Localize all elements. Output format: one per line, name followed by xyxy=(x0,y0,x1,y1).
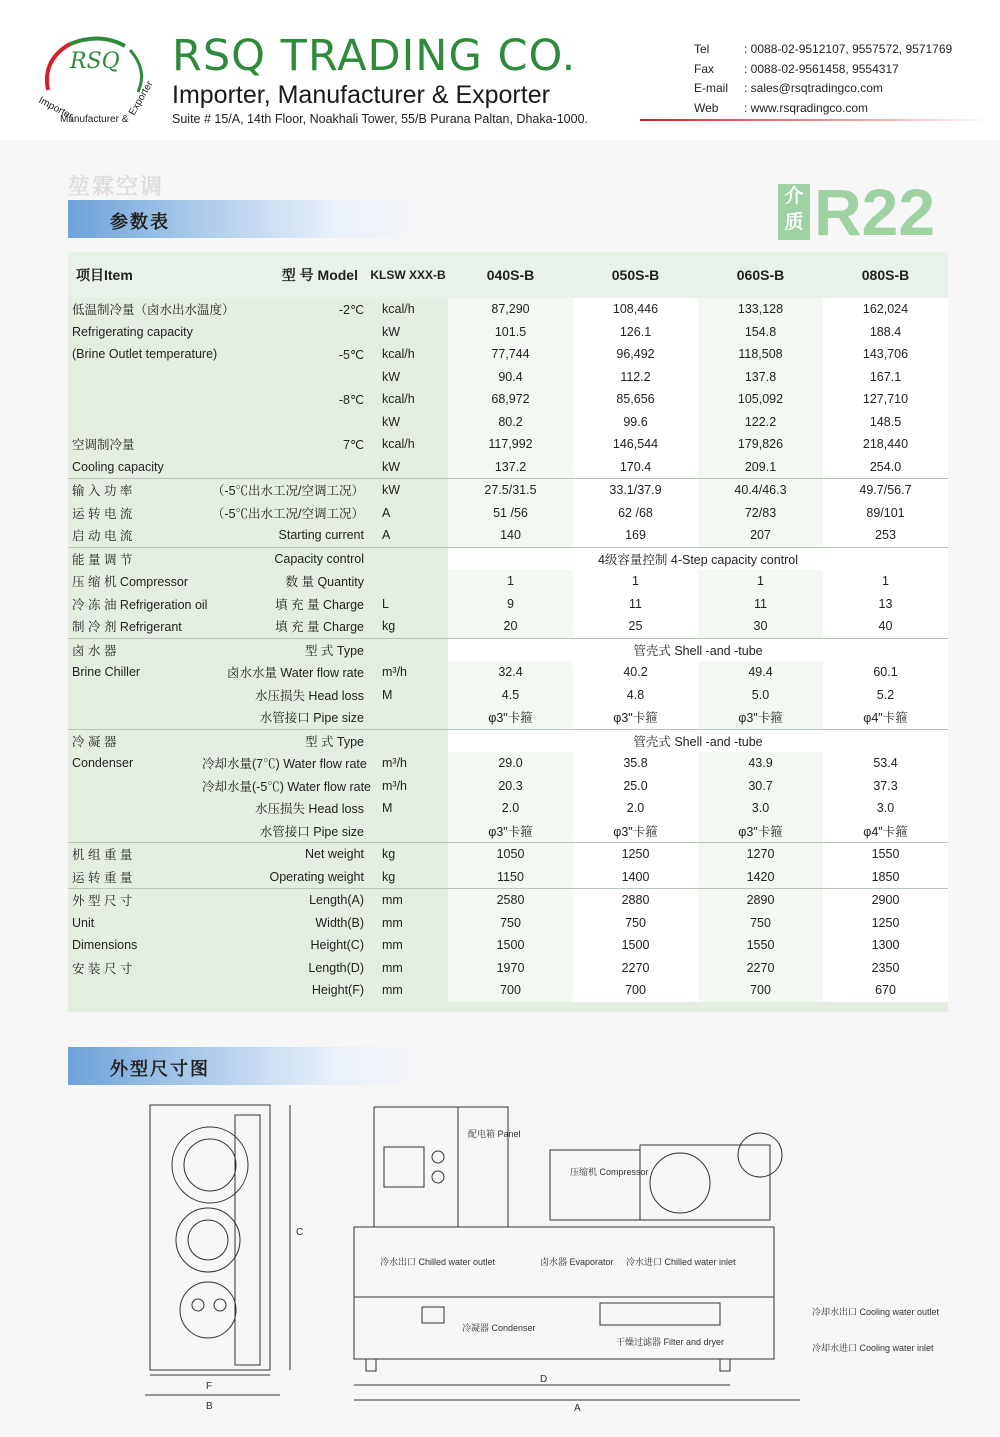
row-unit: kcal/h xyxy=(382,347,415,362)
cell-value: 254.0 xyxy=(823,456,948,479)
row-label: 能 量 调 节 xyxy=(68,547,198,570)
spec-row xyxy=(68,479,948,502)
cell-value: 29.0 xyxy=(448,752,573,775)
company-name: RSQ TRADING CO. xyxy=(172,31,577,81)
row-unit: mm xyxy=(382,915,403,930)
cell-value: 37.3 xyxy=(823,775,948,798)
compressor-label: 压缩机 Compressor xyxy=(570,1167,649,1177)
cell-value: 1420 xyxy=(698,866,823,889)
row-unit: kcal/h xyxy=(382,437,415,452)
cell-value: φ4"卡箍 xyxy=(823,706,948,729)
dim-f-label: F xyxy=(206,1381,213,1392)
row-sublabel: 型 式 Type xyxy=(198,729,368,752)
cell-value: 11 xyxy=(573,593,698,616)
cell-value: 1500 xyxy=(448,934,573,957)
row-sublabel: Net weight xyxy=(198,843,368,866)
cooling-inlet-label: 冷却水进口 Cooling water inlet xyxy=(812,1343,934,1353)
cell-value: 9 xyxy=(448,593,573,616)
dims-section-title: 外型尺寸图 xyxy=(110,1059,210,1079)
cell-value: 43.9 xyxy=(698,752,823,775)
cell-value: 148.5 xyxy=(823,411,948,434)
cell-value: 35.8 xyxy=(573,752,698,775)
spec-row xyxy=(68,456,948,479)
row-sublabel: 型 式 Type xyxy=(198,638,368,661)
cell-value: φ4"卡箍 xyxy=(823,820,948,843)
cell-value: 1270 xyxy=(698,843,823,866)
cell-value: 2890 xyxy=(698,889,823,912)
row-unit: kW xyxy=(382,459,401,474)
cell-value: 3.0 xyxy=(698,797,823,820)
row-sublabel: （-5℃出水工况/空调工况） xyxy=(198,479,368,502)
cell-value: 27.5/31.5 xyxy=(448,479,573,502)
row-unit: mm xyxy=(382,983,403,998)
panel-label: 配电箱 Panel xyxy=(468,1129,521,1139)
cell-value: 218,440 xyxy=(823,433,948,456)
spec-row xyxy=(68,661,948,684)
company-address: Suite # 15/A, 14th Floor, Noakhali Tower, 55/B Purana Paltan, Dhaka-1000. xyxy=(172,112,589,126)
row-span-value: 管壳式 Shell -and -tube xyxy=(448,638,948,661)
chilled-outlet-label: 冷水出口 Chilled water outlet xyxy=(380,1257,496,1267)
dim-b-label: B xyxy=(206,1401,213,1412)
row-span-value: 4级容量控制 4-Step capacity control xyxy=(448,547,948,570)
dim-c-label: C xyxy=(296,1227,304,1238)
spec-row xyxy=(68,820,948,843)
cell-value: 143,706 xyxy=(823,343,948,366)
row-unit xyxy=(368,820,448,843)
cell-value: 1 xyxy=(448,570,573,593)
row-label: Refrigerating capacity xyxy=(72,324,193,339)
row-sublabel: -8℃ xyxy=(338,392,364,407)
row-sublabel: -2℃ xyxy=(338,302,364,317)
cell-value: 101.5 xyxy=(448,321,573,344)
spec-header-row xyxy=(68,252,948,298)
cell-value: 1550 xyxy=(823,843,948,866)
cell-value: 2580 xyxy=(448,889,573,912)
row-unit: m³/h xyxy=(382,778,407,793)
cell-value: 140 xyxy=(448,524,573,547)
cell-value: 90.4 xyxy=(448,366,573,389)
spec-row xyxy=(68,843,948,866)
row-sublabel: 水压损失 Head loss xyxy=(254,688,364,703)
spec-row xyxy=(68,797,948,820)
contact-email[interactable]: E-mail : sales@rsqtradingco.com xyxy=(694,81,883,95)
header-divider xyxy=(640,119,990,121)
row-unit: mm xyxy=(382,938,403,953)
dim-a-label: A xyxy=(574,1403,581,1414)
cell-value: 1 xyxy=(823,570,948,593)
spec-row xyxy=(68,593,948,616)
cell-value: 2270 xyxy=(698,957,823,980)
spec-row xyxy=(68,684,948,707)
row-label xyxy=(68,706,198,729)
cell-value: 188.4 xyxy=(823,321,948,344)
cell-value: 40.4/46.3 xyxy=(698,479,823,502)
spec-row xyxy=(68,866,948,889)
spec-row xyxy=(68,729,948,752)
row-sublabel: 填 充 量 Charge xyxy=(275,620,364,635)
cell-value: 2880 xyxy=(573,889,698,912)
cell-value: 89/101 xyxy=(823,502,948,525)
cell-value: 1400 xyxy=(573,866,698,889)
row-sublabel: Height(C) xyxy=(310,938,364,953)
cell-value: 5.0 xyxy=(698,684,823,707)
cell-value: 179,826 xyxy=(698,433,823,456)
spec-row xyxy=(68,957,948,980)
row-label: 空调制冷量 xyxy=(72,438,135,453)
spec-row xyxy=(68,934,948,957)
cell-value: 20 xyxy=(448,615,573,638)
front-view xyxy=(354,1107,940,1414)
row-sublabel: Starting current xyxy=(278,528,364,543)
row-sublabel: 水管接口 Pipe size xyxy=(259,824,364,839)
cell-value: 77,744 xyxy=(448,343,573,366)
spec-body xyxy=(68,298,948,1002)
cell-value: 117,992 xyxy=(448,433,573,456)
header-series: KLSW XXX-B xyxy=(368,252,448,298)
row-label: Brine Chiller xyxy=(72,665,141,680)
row-sublabel xyxy=(198,456,368,479)
spec-section-bar xyxy=(68,200,428,238)
row-sublabel: Length(D) xyxy=(308,960,364,975)
badge-r22: R22 xyxy=(814,175,936,249)
row-sublabel: 冷却水量(-5℃) Water flow rate xyxy=(202,779,372,794)
cell-value: 32.4 xyxy=(448,661,573,684)
spec-row xyxy=(68,752,948,775)
row-label: 冷 凝 器 xyxy=(68,729,198,752)
row-label: 输 入 功 率 xyxy=(68,479,198,502)
spec-row xyxy=(68,638,948,661)
row-unit xyxy=(368,570,448,593)
cell-value: φ3"卡箍 xyxy=(573,706,698,729)
row-label xyxy=(68,797,198,820)
spec-row xyxy=(68,615,948,638)
cell-value: 25 xyxy=(573,615,698,638)
svg-text:Exporter: Exporter xyxy=(127,79,156,118)
cell-value: 253 xyxy=(823,524,948,547)
row-unit: kcal/h xyxy=(382,392,415,407)
cell-value: 25.0 xyxy=(573,775,698,798)
cell-value: 62 /68 xyxy=(573,502,698,525)
cell-value: φ3"卡箍 xyxy=(573,820,698,843)
cell-value: 167.1 xyxy=(823,366,948,389)
header-model-050: 050S-B xyxy=(573,252,698,298)
row-sublabel xyxy=(198,411,368,434)
cell-value: 750 xyxy=(448,912,573,935)
spec-table xyxy=(68,252,948,1002)
row-sublabel: Capacity control xyxy=(198,547,368,570)
evaporator-label: 卤水器 Evaporator xyxy=(540,1257,614,1267)
row-label xyxy=(68,979,198,1002)
brand-block xyxy=(172,33,588,126)
row-sublabel: 数 量 Quantity xyxy=(285,575,364,590)
cell-value: 750 xyxy=(573,912,698,935)
cell-value: 5.2 xyxy=(823,684,948,707)
cell-value: 68,972 xyxy=(448,388,573,411)
cell-value: 133,128 xyxy=(698,298,823,321)
cell-value: 209.1 xyxy=(698,456,823,479)
spec-row xyxy=(68,321,948,344)
cell-value: 126.1 xyxy=(573,321,698,344)
cell-value: 750 xyxy=(698,912,823,935)
row-sublabel: 填 充 量 Charge xyxy=(275,597,364,612)
cell-value: 105,092 xyxy=(698,388,823,411)
spec-row xyxy=(68,524,948,547)
cell-value: 1250 xyxy=(823,912,948,935)
cell-value: 80.2 xyxy=(448,411,573,434)
spec-row xyxy=(68,411,948,434)
row-unit: A xyxy=(382,528,391,543)
row-label: Dimensions xyxy=(72,938,138,953)
contact-fax: Fax : 0088-02-9561458, 9554317 xyxy=(694,61,899,76)
cell-value: 40.2 xyxy=(573,661,698,684)
cell-value: φ3"卡箍 xyxy=(448,706,573,729)
spec-section-title: 参数表 xyxy=(110,212,170,232)
row-label: Condenser xyxy=(72,756,134,771)
spec-row xyxy=(68,912,948,935)
dims-section-bar xyxy=(68,1047,428,1085)
cell-value: 11 xyxy=(698,593,823,616)
cell-value: 99.6 xyxy=(573,411,698,434)
row-sublabel: -5℃ xyxy=(338,347,364,362)
row-label: 运 转 电 流 xyxy=(72,506,133,521)
cell-value: 85,656 xyxy=(573,388,698,411)
row-unit: L xyxy=(382,596,389,611)
cell-value: 20.3 xyxy=(448,775,573,798)
row-unit xyxy=(368,729,448,752)
refrigerant-badge xyxy=(778,175,948,249)
row-label xyxy=(68,411,198,434)
row-unit: M xyxy=(382,687,393,702)
row-label xyxy=(68,684,198,707)
cell-value: 700 xyxy=(573,979,698,1002)
row-label: 外 型 尺 寸 xyxy=(68,889,198,912)
filter-label: 干燥过滤器 Filter and dryer xyxy=(616,1337,725,1347)
spec-row xyxy=(68,298,948,321)
row-unit: kcal/h xyxy=(382,302,415,317)
cell-value: 2350 xyxy=(823,957,948,980)
spec-row xyxy=(68,502,948,525)
row-label: (Brine Outlet temperature) xyxy=(72,347,218,362)
row-unit xyxy=(368,638,448,661)
cell-value: 40 xyxy=(823,615,948,638)
row-unit: mm xyxy=(382,960,403,975)
row-sublabel: 水压损失 Head loss xyxy=(254,802,364,817)
cell-value: 2900 xyxy=(823,889,948,912)
header-item: 项目Item xyxy=(68,252,198,298)
cell-value: 700 xyxy=(698,979,823,1002)
row-unit: kW xyxy=(382,369,401,384)
row-label xyxy=(68,366,198,389)
cell-value: 96,492 xyxy=(573,343,698,366)
row-sublabel xyxy=(198,366,368,389)
cell-value: 137.2 xyxy=(448,456,573,479)
cell-value: 87,290 xyxy=(448,298,573,321)
row-unit: kW xyxy=(368,479,448,502)
row-sublabel: （-5℃出水工况/空调工况） xyxy=(211,506,364,521)
company-logo xyxy=(30,30,160,130)
cell-value: 1550 xyxy=(698,934,823,957)
chilled-inlet-label: 冷水进口 Chilled water inlet xyxy=(626,1257,736,1267)
row-unit: kg xyxy=(382,619,396,634)
unit-dimension-diagram xyxy=(140,1095,940,1425)
cell-value: 137.8 xyxy=(698,366,823,389)
badge-chinese: 介 质 xyxy=(778,184,810,240)
dim-d-label: D xyxy=(540,1374,548,1385)
company-tagline: Importer, Manufacturer & Exporter xyxy=(172,81,550,109)
faint-brand-title: 堃霖空调 xyxy=(68,174,165,199)
contact-tel: Tel : 0088-02-9512107, 9557572, 9571769 xyxy=(694,42,953,56)
cell-value: 53.4 xyxy=(823,752,948,775)
cell-value: 2270 xyxy=(573,957,698,980)
cell-value: 169 xyxy=(573,524,698,547)
svg-text:Importer,: Importer, xyxy=(36,94,77,124)
row-unit xyxy=(368,706,448,729)
contact-list xyxy=(694,40,952,118)
cell-value: 30.7 xyxy=(698,775,823,798)
cell-value: 146,544 xyxy=(573,433,698,456)
cell-value: 2.0 xyxy=(573,797,698,820)
row-sublabel: 7℃ xyxy=(343,437,364,452)
cell-value: 127,710 xyxy=(823,388,948,411)
cell-value: 3.0 xyxy=(823,797,948,820)
spec-row xyxy=(68,979,948,1002)
cell-value: φ3"卡箍 xyxy=(698,820,823,843)
cell-value: 49.7/56.7 xyxy=(823,479,948,502)
cell-value: 72/83 xyxy=(698,502,823,525)
spec-row xyxy=(68,775,948,798)
cell-value: 4.8 xyxy=(573,684,698,707)
row-sublabel xyxy=(198,321,368,344)
row-label: 运 转 重 量 xyxy=(72,870,133,885)
page-header xyxy=(0,0,1000,130)
cell-value: 170.4 xyxy=(573,456,698,479)
spec-row xyxy=(68,706,948,729)
cell-value: 49.4 xyxy=(698,661,823,684)
cooling-outlet-label: 冷却水出口 Cooling water outlet xyxy=(812,1307,940,1317)
row-unit: A xyxy=(382,505,391,520)
row-sublabel: 卤水水量 Water flow rate xyxy=(226,666,364,681)
cell-value: 60.1 xyxy=(823,661,948,684)
row-unit: kg xyxy=(368,843,448,866)
cell-value: 33.1/37.9 xyxy=(573,479,698,502)
row-sublabel: 冷却水量(7℃) Water flow rate xyxy=(202,757,367,772)
row-sublabel: Height(F) xyxy=(311,983,364,998)
row-sublabel: Operating weight xyxy=(269,869,364,884)
row-label xyxy=(68,775,198,798)
cell-value: 1 xyxy=(698,570,823,593)
condenser-label: 冷凝器 Condenser xyxy=(462,1323,536,1333)
cell-value: 1 xyxy=(573,570,698,593)
cell-value: 1250 xyxy=(573,843,698,866)
cell-value: 118,508 xyxy=(698,343,823,366)
side-view xyxy=(145,1105,303,1412)
cell-value: 1500 xyxy=(573,934,698,957)
cell-value: 112.2 xyxy=(573,366,698,389)
cell-value: 4.5 xyxy=(448,684,573,707)
svg-text:Manufacturer &: Manufacturer & xyxy=(60,114,129,125)
row-unit: kW xyxy=(382,414,401,429)
row-unit: m³/h xyxy=(382,756,407,771)
row-label xyxy=(68,388,198,411)
row-sublabel: Width(B) xyxy=(315,915,364,930)
row-label: 卤 水 器 xyxy=(68,638,198,661)
row-label: 启 动 电 流 xyxy=(72,529,133,544)
row-unit: kW xyxy=(382,324,401,339)
cell-value: 2.0 xyxy=(448,797,573,820)
cell-value: 154.8 xyxy=(698,321,823,344)
cell-value: φ3"卡箍 xyxy=(698,706,823,729)
row-unit: m³/h xyxy=(382,665,407,680)
cell-value: 700 xyxy=(448,979,573,1002)
cell-value: 51 /56 xyxy=(448,502,573,525)
spec-row xyxy=(68,547,948,570)
spec-row xyxy=(68,343,948,366)
row-label: Unit xyxy=(72,915,95,930)
row-sublabel: Length(A) xyxy=(198,889,368,912)
spec-row xyxy=(68,433,948,456)
row-unit: kg xyxy=(382,869,396,884)
cell-value: 162,024 xyxy=(823,298,948,321)
row-label: 安 装 尺 寸 xyxy=(72,961,133,976)
cell-value: 207 xyxy=(698,524,823,547)
header-model-060: 060S-B xyxy=(698,252,823,298)
cell-value: 670 xyxy=(823,979,948,1002)
header-model: 型 号 Model xyxy=(198,252,368,298)
header-model-080: 080S-B xyxy=(823,252,948,298)
cell-value: 1970 xyxy=(448,957,573,980)
contact-web[interactable]: Web : www.rsqradingco.com xyxy=(694,100,869,115)
cell-value: 1850 xyxy=(823,866,948,889)
cell-value: 13 xyxy=(823,593,948,616)
row-label: Cooling capacity xyxy=(72,459,164,474)
header-model-040: 040S-B xyxy=(448,252,573,298)
cell-value: 108,446 xyxy=(573,298,698,321)
row-unit: M xyxy=(382,801,393,816)
spec-row xyxy=(68,889,948,912)
cell-value: 1050 xyxy=(448,843,573,866)
cell-value: 30 xyxy=(698,615,823,638)
row-label xyxy=(68,820,198,843)
row-label: 低温制冷量（卤水出水温度） xyxy=(72,303,235,318)
row-span-value: 管壳式 Shell -and -tube xyxy=(448,729,948,752)
spec-row xyxy=(68,570,948,593)
row-unit xyxy=(368,547,448,570)
logo-text: RSQ xyxy=(70,49,120,74)
cell-value: 122.2 xyxy=(698,411,823,434)
row-sublabel: 水管接口 Pipe size xyxy=(259,711,364,726)
row-unit: mm xyxy=(368,889,448,912)
spec-row xyxy=(68,366,948,389)
cell-value: φ3"卡箍 xyxy=(448,820,573,843)
row-label: 压 缩 机 Compressor xyxy=(72,575,188,590)
row-label: 机 组 重 量 xyxy=(68,843,198,866)
cell-value: 1150 xyxy=(448,866,573,889)
row-label: 冷 冻 油 Refrigeration oil xyxy=(72,597,208,612)
spec-row xyxy=(68,388,948,411)
row-label: 制 冷 剂 Refrigerant xyxy=(72,620,182,635)
spec-table-panel xyxy=(68,252,948,1012)
cell-value: 1300 xyxy=(823,934,948,957)
